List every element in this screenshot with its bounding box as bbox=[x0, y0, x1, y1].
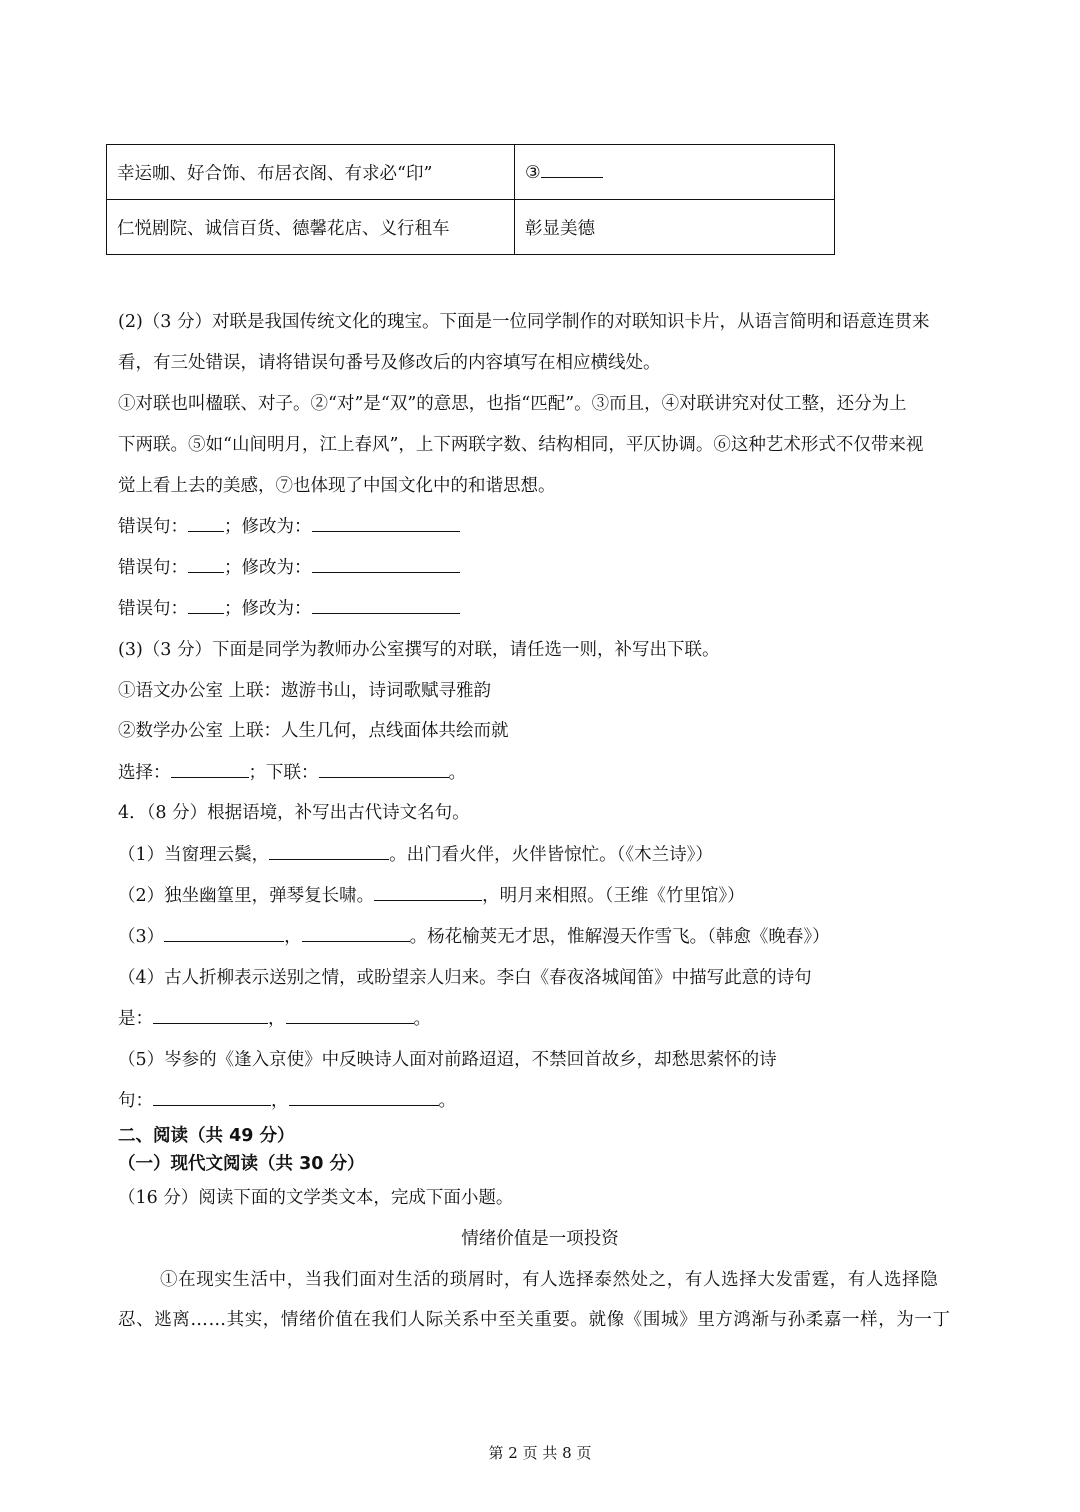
q2-passage: ①对联也叫楹联、对子。②“对”是“双”的意思，也指“匹配”。③而且，④对联讲究对仗工整，还分为上 bbox=[118, 394, 907, 414]
answer-blank[interactable] bbox=[188, 557, 224, 573]
category-table bbox=[106, 144, 835, 255]
q3-option: ①语文办公室 上联：遨游书山，诗词歌赋寻雅韵 bbox=[118, 681, 492, 701]
table-cell: 仁悦剧院、诚信百货、德馨花店、义行租车 bbox=[107, 200, 515, 255]
answer-blank[interactable] bbox=[374, 885, 482, 901]
article-paragraph: 忍、逃离……其实，情绪价值在我们人际关系中至关重要。就像《围城》里方鸿渐与孙柔嘉一样，为一丁 bbox=[118, 1310, 951, 1330]
q4-item: （2）独坐幽篁里，弹琴复长啸。 ，明月来相照。（王维《竹里馆》） bbox=[118, 886, 745, 906]
answer-line: 错误句： ；修改为： bbox=[118, 513, 460, 538]
subsection-title: （一）现代文阅读（共 30 分） bbox=[118, 1154, 365, 1174]
answer-blank[interactable] bbox=[188, 516, 224, 532]
answer-blank[interactable] bbox=[164, 926, 284, 942]
answer-line: 错误句： ；修改为： bbox=[118, 554, 460, 579]
table-cell: 彰显美德 bbox=[515, 200, 835, 255]
q4-item: （5）岑参的《逢入京使》中反映诗人面对前路迢迢，不禁回首故乡，却愁思萦怀的诗 bbox=[118, 1050, 777, 1070]
answer-blank[interactable] bbox=[286, 1008, 414, 1024]
section-title: 二、阅读（共 49 分） bbox=[118, 1126, 295, 1146]
answer-blank[interactable] bbox=[312, 598, 460, 614]
q2-heading: (2)（3 分）对联是我国传统文化的瑰宝。下面是一位同学制作的对联知识卡片，从语言简明和语意连贯来 bbox=[118, 312, 930, 332]
q3-heading: (3)（3 分）下面是同学为教师办公室撰写的对联，请任选一则，补写出下联。 bbox=[118, 640, 720, 660]
q4-item: （3） ， 。杨花榆荚无才思，惟解漫天作雪飞。（韩愈《晚春》） bbox=[118, 927, 830, 947]
answer-blank[interactable] bbox=[153, 1090, 271, 1106]
answer-blank[interactable] bbox=[171, 762, 249, 778]
table-cell: ③ bbox=[515, 145, 835, 200]
answer-blank[interactable] bbox=[319, 762, 449, 778]
table-row bbox=[107, 145, 835, 200]
q2-passage: 觉上看上去的美感，⑦也体现了中国文化中的和谐思想。 bbox=[118, 476, 556, 496]
answer-line: 错误句： ；修改为： bbox=[118, 595, 460, 620]
reading-intro: （16 分）阅读下面的文学类文本，完成下面小题。 bbox=[118, 1188, 514, 1208]
q3-option: ②数学办公室 上联：人生几何，点线面体共绘而就 bbox=[118, 721, 509, 741]
q4-item: 是： ， 。 bbox=[118, 1009, 431, 1029]
answer-blank[interactable] bbox=[153, 1008, 268, 1024]
answer-blank[interactable] bbox=[302, 926, 410, 942]
answer-blank[interactable] bbox=[289, 1090, 439, 1106]
q4-item: （1）当窗理云鬓， 。出门看火伴，火伴皆惊忙。（《木兰诗》） bbox=[118, 845, 713, 865]
q4-item: （4）古人折柳表示送别之情，或盼望亲人归来。李白《春夜洛城闻笛》中描写此意的诗句 bbox=[118, 968, 812, 988]
q2-passage: 下两联。⑤如“山间明月，江上春风”，上下两联字数、结构相同，平仄协调。⑥这种艺术形式不仅带来视 bbox=[118, 435, 924, 455]
answer-blank[interactable] bbox=[312, 557, 460, 573]
table-row bbox=[107, 200, 835, 255]
answer-blank[interactable] bbox=[269, 844, 389, 860]
table-cell: 幸运咖、好合饰、布居衣阁、有求必“印” bbox=[107, 145, 515, 200]
q4-heading: 4．（8 分）根据语境，补写出古代诗文名句。 bbox=[118, 803, 470, 823]
page-footer: 第 2 页 共 8 页 bbox=[488, 1444, 592, 1462]
article-paragraph: ①在现实生活中，当我们面对生活的琐屑时，有人选择泰然处之，有人选择大发雷霆，有人选择隐 bbox=[160, 1270, 939, 1290]
q2-heading-cont: 看，有三处错误，请将错误句番号及修改后的内容填写在相应横线处。 bbox=[118, 353, 661, 373]
answer-blank[interactable] bbox=[312, 516, 460, 532]
answer-line: 选择： ；下联： 。 bbox=[118, 763, 466, 783]
answer-blank[interactable] bbox=[188, 598, 224, 614]
q4-item: 句： ， 。 bbox=[118, 1091, 456, 1111]
article-title: 情绪价值是一项投资 bbox=[461, 1229, 619, 1249]
